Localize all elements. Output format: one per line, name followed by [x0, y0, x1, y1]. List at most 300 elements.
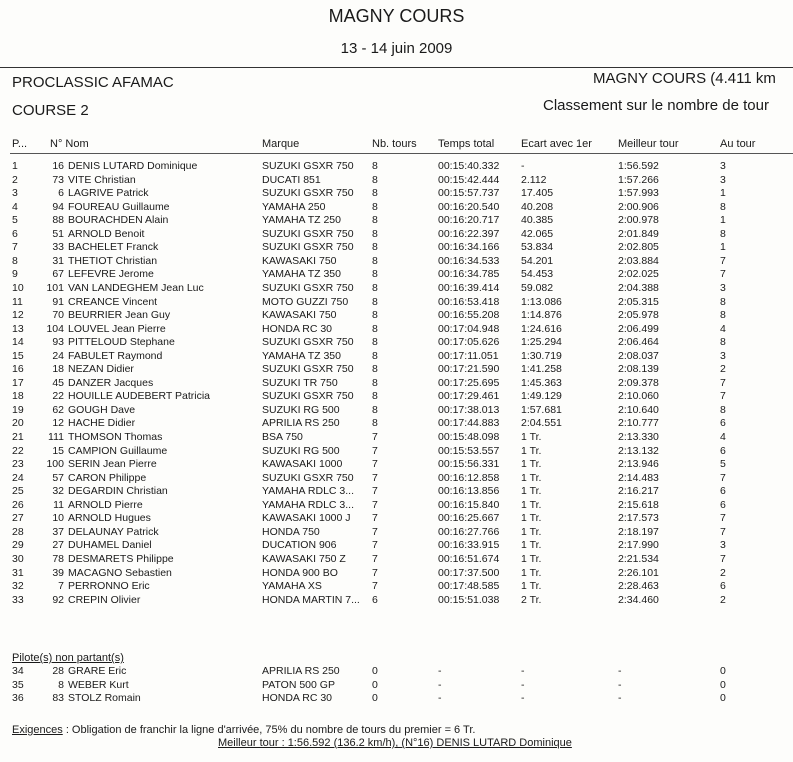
- cell-marque: SUZUKI GSXR 750: [262, 187, 354, 200]
- cell-au: 7: [720, 376, 726, 389]
- cell-best: 2:03.884: [618, 254, 659, 267]
- cell-marque: KAWASAKI 750 Z: [262, 552, 346, 565]
- cell-num: 27: [52, 539, 64, 552]
- cell-tours: 6: [372, 593, 378, 606]
- cell-nom: VAN LANDEGHEM Jean Luc: [68, 281, 204, 294]
- cell-temps: 00:16:34.166: [438, 241, 500, 254]
- cell-marque: YAMAHA TZ 350: [262, 268, 341, 281]
- cell-marque: SUZUKI GSXR 750: [262, 241, 354, 254]
- cell-ecart: 42.065: [521, 227, 554, 240]
- cell-best: 2:21.534: [618, 552, 659, 565]
- cell-best: 2:13.946: [618, 458, 659, 471]
- cell-marque: APRILIA RS 250: [262, 665, 340, 677]
- cell-nom: BACHELET Franck: [68, 241, 159, 254]
- cell-nom: BOURACHDEN Alain: [68, 214, 169, 227]
- table-row: [0, 567, 793, 581]
- cell-pos: 16: [12, 363, 24, 376]
- cell-marque: YAMAHA TZ 250: [262, 214, 341, 227]
- cell-best: 2:05.315: [618, 295, 659, 308]
- cell-best: 2:26.101: [618, 566, 659, 579]
- cell-nom: LAGRIVE Patrick: [68, 187, 149, 200]
- cell-num: 88: [52, 214, 64, 227]
- cell-au: 8: [720, 403, 726, 416]
- cell-marque: YAMAHA XS: [262, 580, 322, 593]
- cell-au: 3: [720, 349, 726, 362]
- cell-nom: PERRONNO Eric: [68, 580, 150, 593]
- cell-num: 91: [52, 295, 64, 308]
- table-row: [0, 377, 793, 391]
- cell-temps: 00:16:53.418: [438, 295, 500, 308]
- cell-temps: 00:16:34.533: [438, 254, 500, 267]
- cell-nom: LOUVEL Jean Pierre: [68, 322, 166, 335]
- cell-pos: 24: [12, 471, 24, 484]
- cell-ecart: 1 Tr.: [521, 498, 542, 511]
- cell-nom: DUHAMEL Daniel: [68, 539, 152, 552]
- cell-temps: 00:17:21.590: [438, 363, 500, 376]
- cell-marque: KAWASAKI 1000: [262, 458, 343, 471]
- cell-au: 7: [720, 552, 726, 565]
- cell-best: -: [618, 678, 622, 691]
- cell-temps: 00:17:11.051: [438, 349, 499, 362]
- cell-nom: NEZAN Didier: [68, 363, 134, 376]
- cell-au: 2: [720, 363, 726, 376]
- cell-num: 37: [52, 525, 64, 538]
- cell-pos: 25: [12, 485, 24, 498]
- cell-marque: HONDA MARTIN 7...: [262, 593, 360, 606]
- cell-pos: 6: [12, 227, 18, 240]
- cell-best: 2:18.197: [618, 525, 659, 538]
- cell-marque: SUZUKI GSXR 750: [262, 281, 354, 294]
- cell-best: 2:02.805: [618, 241, 659, 254]
- cell-temps: 00:15:40.332: [438, 160, 500, 172]
- cell-temps: 00:15:57.737: [438, 187, 500, 200]
- cell-temps: 00:16:13.856: [438, 485, 500, 498]
- cell-ecart: 1 Tr.: [521, 539, 542, 552]
- cell-au: 1: [720, 214, 726, 227]
- cell-tours: 7: [372, 471, 378, 484]
- cell-temps: 00:16:33.915: [438, 539, 500, 552]
- cell-au: 0: [720, 678, 726, 691]
- cell-pos: 22: [12, 444, 24, 457]
- cell-pos: 1: [12, 160, 18, 172]
- table-row: [0, 404, 793, 418]
- cell-marque: SUZUKI RG 500: [262, 444, 340, 457]
- cell-nom: THOMSON Thomas: [68, 431, 163, 443]
- table-row: [0, 323, 793, 337]
- table-row: [0, 539, 793, 553]
- cell-au: 7: [720, 471, 726, 484]
- cell-pos: 17: [12, 376, 24, 389]
- cell-temps: 00:16:12.858: [438, 471, 500, 484]
- cell-pos: 14: [12, 336, 24, 349]
- organisation-name: PROCLASSIC AFAMAC: [12, 74, 174, 91]
- cell-ecart: 1:24.616: [521, 322, 562, 335]
- cell-best: 2:06.499: [618, 322, 659, 335]
- cell-temps: 00:17:04.948: [438, 322, 500, 335]
- cell-pos: 35: [12, 678, 24, 691]
- cell-marque: PATON 500 GP: [262, 678, 335, 691]
- cell-tours: 7: [372, 431, 378, 443]
- cell-pos: 5: [12, 214, 18, 227]
- table-row: [0, 255, 793, 269]
- cell-ecart: 1 Tr.: [521, 580, 542, 593]
- cell-au: 8: [720, 336, 726, 349]
- cell-best: 2:16.217: [618, 485, 659, 498]
- cell-marque: DUCATI 851: [262, 173, 321, 186]
- cell-ecart: 1 Tr.: [521, 471, 542, 484]
- col-best: Meilleur tour: [618, 138, 679, 150]
- cell-ecart: 2.112: [521, 173, 547, 186]
- cell-temps: 00:16:34.785: [438, 268, 500, 281]
- cell-pos: 21: [12, 431, 24, 443]
- cell-nom: WEBER Kurt: [68, 678, 129, 691]
- cell-best: 2:09.378: [618, 376, 659, 389]
- cell-pos: 31: [12, 566, 24, 579]
- table-row: [0, 679, 793, 693]
- cell-marque: SUZUKI GSXR 750: [262, 390, 354, 403]
- cell-nom: HOUILLE AUDEBERT Patricia: [68, 390, 210, 403]
- cell-pos: 9: [12, 268, 18, 281]
- cell-pos: 27: [12, 512, 24, 525]
- cell-temps: 00:17:05.626: [438, 336, 500, 349]
- table-row: [0, 512, 793, 526]
- cell-marque: BSA 750: [262, 431, 303, 443]
- cell-au: 3: [720, 539, 726, 552]
- cell-tours: 7: [372, 566, 378, 579]
- col-marque: Marque: [262, 138, 300, 150]
- table-row: [0, 187, 793, 201]
- table-row: [0, 282, 793, 296]
- cell-num: 22: [52, 390, 64, 403]
- cell-au: 4: [720, 431, 726, 443]
- cell-marque: YAMAHA TZ 350: [262, 349, 341, 362]
- non-partants-title: Pilote(s) non partant(s): [12, 652, 124, 664]
- cell-tours: 7: [372, 485, 378, 498]
- col-ecart: Ecart avec 1er: [521, 138, 592, 150]
- table-row: [0, 580, 793, 594]
- cell-num: 6: [58, 187, 64, 200]
- cell-num: 111: [48, 431, 64, 443]
- cell-nom: MACAGNO Sebastien: [68, 566, 172, 579]
- col-au-tour: Au tour: [720, 138, 756, 150]
- cell-ecart: 1:30.719: [521, 349, 562, 362]
- cell-pos: 3: [12, 187, 18, 200]
- cell-tours: 8: [372, 173, 378, 186]
- cell-marque: SUZUKI GSXR 750: [262, 227, 354, 240]
- cell-num: 18: [52, 363, 64, 376]
- cell-au: 3: [720, 173, 726, 186]
- circuit-name: MAGNY COURS (4.411 km: [593, 70, 776, 87]
- cell-best: 2:17.990: [618, 539, 659, 552]
- cell-tours: 0: [372, 665, 378, 677]
- cell-num: 12: [52, 417, 64, 430]
- cell-num: 51: [52, 227, 64, 240]
- cell-au: 7: [720, 512, 726, 525]
- cell-best: 2:14.483: [618, 471, 659, 484]
- cell-marque: SUZUKI GSXR 750: [262, 160, 354, 172]
- cell-au: 2: [720, 566, 726, 579]
- cell-best: 2:00.906: [618, 200, 659, 213]
- cell-ecart: 2:04.551: [521, 417, 562, 430]
- table-row: [0, 296, 793, 310]
- cell-ecart: 1 Tr.: [521, 458, 542, 471]
- cell-au: 6: [720, 580, 726, 593]
- cell-best: 2:06.464: [618, 336, 659, 349]
- cell-num: 16: [52, 160, 64, 172]
- cell-nom: CREANCE Vincent: [68, 295, 158, 308]
- cell-nom: GRARE Eric: [68, 665, 127, 677]
- cell-best: 2:08.037: [618, 349, 659, 362]
- cell-nom: DESMARETS Philippe: [68, 552, 174, 565]
- cell-ecart: 59.082: [521, 281, 554, 294]
- cell-num: 39: [52, 566, 64, 579]
- col-temps: Temps total: [438, 138, 495, 150]
- table-row: [0, 336, 793, 350]
- cell-tours: 8: [372, 403, 378, 416]
- cell-ecart: 1:25.294: [521, 336, 562, 349]
- table-row: [0, 485, 793, 499]
- cell-ecart: 53.834: [521, 241, 554, 254]
- cell-nom: DENIS LUTARD Dominique: [68, 160, 198, 172]
- cell-num: 8: [58, 678, 64, 691]
- cell-ecart: 1 Tr.: [521, 566, 542, 579]
- cell-pos: 34: [12, 665, 24, 677]
- cell-tours: 8: [372, 295, 378, 308]
- cell-temps: 00:15:56.331: [438, 458, 500, 471]
- cell-num: 62: [52, 403, 64, 416]
- cell-tours: 8: [372, 200, 378, 213]
- cell-tours: 8: [372, 417, 378, 430]
- cell-temps: 00:17:25.695: [438, 376, 500, 389]
- cell-ecart: 2 Tr.: [521, 593, 542, 606]
- cell-tours: 7: [372, 552, 378, 565]
- cell-marque: YAMAHA RDLC 3...: [262, 498, 354, 511]
- cell-num: 31: [52, 254, 64, 267]
- cell-marque: KAWASAKI 750: [262, 309, 337, 322]
- cell-temps: 00:16:55.208: [438, 309, 500, 322]
- table-row: [0, 241, 793, 255]
- cell-temps: 00:15:42.444: [438, 173, 500, 186]
- cell-ecart: 17.405: [521, 187, 554, 200]
- cell-best: -: [618, 665, 622, 677]
- cell-marque: YAMAHA 250: [262, 200, 326, 213]
- cell-marque: SUZUKI RG 500: [262, 403, 340, 416]
- table-row: [0, 417, 793, 431]
- cell-temps: 00:16:15.840: [438, 498, 500, 511]
- cell-num: 78: [52, 552, 64, 565]
- col-tours: Nb. tours: [372, 138, 417, 150]
- cell-au: 8: [720, 295, 726, 308]
- cell-ecart: 1 Tr.: [521, 431, 542, 443]
- cell-tours: 7: [372, 458, 378, 471]
- cell-nom: LEFEVRE Jerome: [68, 268, 154, 281]
- cell-pos: 2: [12, 173, 18, 186]
- cell-pos: 11: [12, 295, 23, 308]
- cell-tours: 8: [372, 309, 378, 322]
- cell-temps: -: [438, 678, 442, 691]
- cell-num: 70: [52, 309, 64, 322]
- cell-nom: CARON Philippe: [68, 471, 147, 484]
- cell-ecart: -: [521, 678, 525, 691]
- cell-tours: 8: [372, 160, 378, 172]
- cell-tours: 8: [372, 187, 378, 200]
- cell-ecart: 1:57.681: [521, 403, 562, 416]
- table-row: [0, 160, 793, 174]
- cell-tours: 8: [372, 241, 378, 254]
- cell-temps: 00:15:51.038: [438, 593, 500, 606]
- cell-temps: 00:16:22.397: [438, 227, 500, 240]
- cell-pos: 20: [12, 417, 24, 430]
- cell-nom: HACHE Didier: [68, 417, 136, 430]
- cell-pos: 29: [12, 539, 24, 552]
- exigences-note: [12, 724, 475, 736]
- cell-au: 8: [720, 309, 726, 322]
- cell-best: 2:02.025: [618, 268, 659, 281]
- cell-best: 1:57.993: [618, 187, 659, 200]
- cell-pos: 12: [12, 309, 24, 322]
- col-num-nom: N° Nom: [50, 138, 89, 150]
- cell-best: 2:28.463: [618, 580, 659, 593]
- cell-tours: 8: [372, 268, 378, 281]
- cell-au: 5: [720, 458, 726, 471]
- cell-ecart: 1:13.086: [521, 295, 562, 308]
- cell-num: 24: [52, 349, 64, 362]
- cell-pos: 13: [12, 322, 24, 335]
- cell-best: 2:08.139: [618, 363, 659, 376]
- cell-tours: 8: [372, 336, 378, 349]
- cell-au: 2: [720, 593, 726, 606]
- table-row: [0, 174, 793, 188]
- exigences-label: Exigences: [12, 724, 63, 736]
- table-row: [0, 665, 793, 679]
- cell-temps: -: [438, 692, 442, 704]
- table-row: [0, 228, 793, 242]
- cell-temps: 00:15:48.098: [438, 431, 500, 443]
- cell-au: 1: [720, 241, 726, 254]
- cell-marque: HONDA RC 30: [262, 322, 333, 335]
- cell-ecart: 1 Tr.: [521, 444, 542, 457]
- cell-temps: 00:17:44.883: [438, 417, 500, 430]
- cell-marque: HONDA 900 BO: [262, 566, 338, 579]
- cell-au: 6: [720, 444, 726, 457]
- cell-temps: 00:17:48.585: [438, 580, 500, 593]
- cell-nom: DANZER Jacques: [68, 376, 154, 389]
- cell-temps: 00:16:39.414: [438, 281, 500, 294]
- cell-marque: HONDA 750: [262, 525, 320, 538]
- cell-num: 92: [52, 593, 64, 606]
- cell-num: 73: [52, 173, 64, 186]
- cell-nom: GOUGH Dave: [68, 403, 136, 416]
- table-row: [0, 390, 793, 404]
- cell-au: 3: [720, 160, 726, 172]
- cell-tours: 7: [372, 525, 378, 538]
- cell-pos: 28: [12, 525, 24, 538]
- cell-au: 0: [720, 692, 726, 704]
- table-row: [0, 309, 793, 323]
- cell-pos: 15: [12, 349, 24, 362]
- cell-best: 2:05.978: [618, 309, 659, 322]
- cell-ecart: 1 Tr.: [521, 525, 542, 538]
- cell-pos: 18: [12, 390, 24, 403]
- cell-tours: 8: [372, 281, 378, 294]
- cell-nom: CREPIN Olivier: [68, 593, 141, 606]
- cell-marque: KAWASAKI 750: [262, 254, 337, 267]
- cell-num: 33: [52, 241, 64, 254]
- cell-nom: PITTELOUD Stephane: [68, 336, 175, 349]
- cell-au: 7: [720, 254, 726, 267]
- cell-tours: 8: [372, 390, 378, 403]
- cell-au: 3: [720, 281, 726, 294]
- cell-num: 10: [52, 512, 64, 525]
- cell-au: 8: [720, 200, 726, 213]
- cell-tours: 0: [372, 692, 378, 704]
- exigences-text: : Obligation de franchir la ligne d'arrivée, 75% du nombre de tours du premier = 6 Tr.: [62, 724, 476, 736]
- cell-marque: HONDA RC 30: [262, 692, 333, 704]
- cell-nom: DEGARDIN Christian: [68, 485, 168, 498]
- cell-tours: 8: [372, 322, 378, 335]
- classement-label: Classement sur le nombre de tour: [543, 97, 769, 114]
- cell-ecart: 54.453: [521, 268, 554, 281]
- cell-au: 4: [720, 322, 726, 335]
- cell-tours: 7: [372, 444, 378, 457]
- cell-marque: SUZUKI GSXR 750: [262, 363, 354, 376]
- cell-au: 6: [720, 498, 726, 511]
- cell-marque: SUZUKI GSXR 750: [262, 471, 354, 484]
- cell-au: 7: [720, 268, 726, 281]
- table-row: [0, 526, 793, 540]
- cell-ecart: 1:14.876: [521, 309, 562, 322]
- cell-pos: 36: [12, 692, 24, 704]
- table-row: [0, 692, 793, 706]
- cell-best: 2:10.640: [618, 403, 659, 416]
- table-row: [0, 431, 793, 445]
- cell-best: -: [618, 692, 622, 704]
- table-row: [0, 499, 793, 513]
- cell-marque: APRILIA RS 250: [262, 417, 340, 430]
- cell-tours: 7: [372, 580, 378, 593]
- cell-best: 1:57.266: [618, 173, 659, 186]
- cell-num: 100: [46, 458, 64, 471]
- cell-num: 67: [52, 268, 64, 281]
- cell-tours: 7: [372, 539, 378, 552]
- cell-ecart: 1:45.363: [521, 376, 562, 389]
- cell-pos: 30: [12, 552, 24, 565]
- table-row: [0, 201, 793, 215]
- cell-marque: SUZUKI GSXR 750: [262, 336, 354, 349]
- cell-pos: 23: [12, 458, 24, 471]
- table-row: [0, 553, 793, 567]
- cell-tours: 7: [372, 498, 378, 511]
- cell-temps: 00:16:27.766: [438, 525, 500, 538]
- cell-au: 6: [720, 417, 726, 430]
- cell-num: 11: [53, 498, 64, 511]
- table-row: [0, 268, 793, 282]
- cell-nom: SERIN Jean Pierre: [68, 458, 157, 471]
- table-row: [0, 363, 793, 377]
- cell-best: 2:13.132: [618, 444, 659, 457]
- cell-pos: 8: [12, 254, 18, 267]
- cell-marque: YAMAHA RDLC 3...: [262, 485, 354, 498]
- cell-num: 15: [52, 444, 64, 457]
- cell-nom: DELAUNAY Patrick: [68, 525, 159, 538]
- header-divider: [0, 67, 793, 68]
- cell-temps: 00:17:29.461: [438, 390, 500, 403]
- cell-nom: BEURRIER Jean Guy: [68, 309, 171, 322]
- cell-best: 1:56.592: [618, 160, 659, 172]
- cell-ecart: 1:49.129: [521, 390, 562, 403]
- cell-ecart: -: [521, 160, 525, 172]
- cell-nom: ARNOLD Hugues: [68, 512, 151, 525]
